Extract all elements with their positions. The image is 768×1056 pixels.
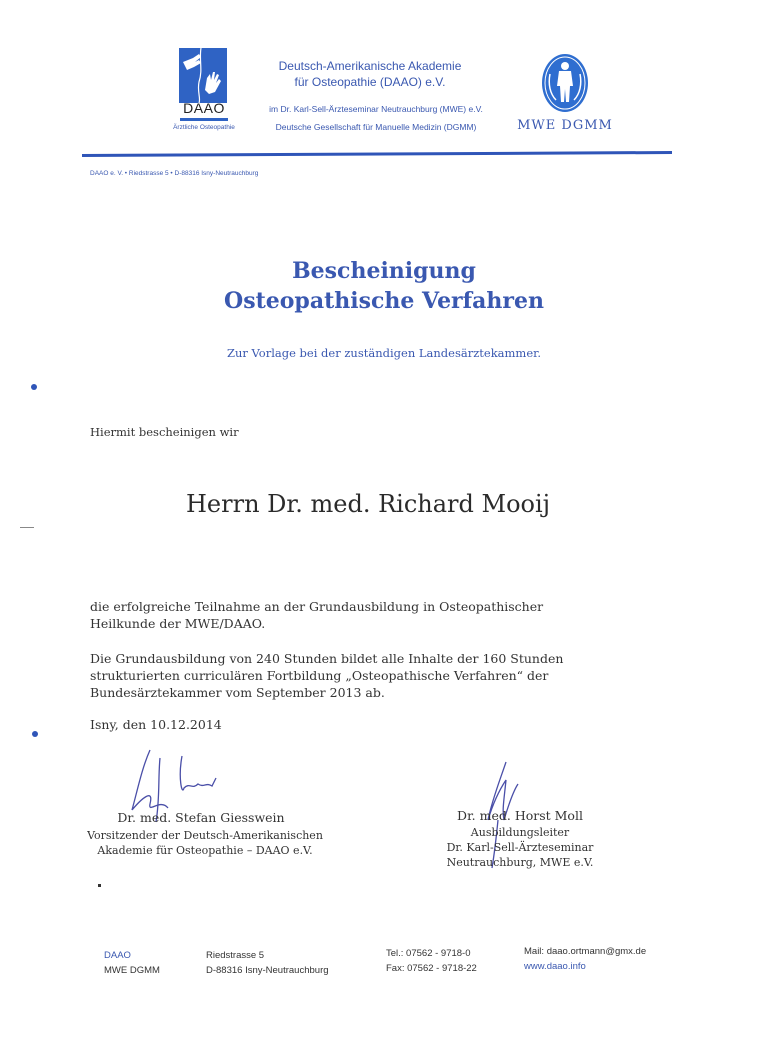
daao-logo-acronym: DAAO (183, 100, 225, 116)
document-title: Bescheinigung (292, 258, 476, 284)
footer-org-daao: DAAO (104, 950, 131, 961)
signatory-2-role (430, 825, 610, 870)
footer-contact (524, 944, 646, 974)
daao-logo (173, 46, 235, 136)
footer-street: Riedstrasse 5 (206, 950, 265, 961)
daao-logo-subtitle: Ärztliche Osteopathie (173, 124, 235, 131)
paragraph-1-line1: die erfolgreiche Teilnahme an der Grundausbildung in Osteopathischer (90, 599, 544, 614)
org-title (250, 58, 490, 90)
header-divider (82, 150, 672, 158)
recipient-name: Herrn Dr. med. Richard Mooij (186, 490, 551, 518)
footer-fax: Fax: 07562 - 9718-22 (386, 963, 477, 974)
footer-email[interactable]: Mail: daao.ortmann@gmx.de (524, 946, 647, 957)
fold-mark (20, 527, 34, 528)
footer-city: D-88316 Isny-Neutrauchburg (206, 965, 329, 976)
document-subtitle: Zur Vorlage bei der zuständigen Landesärztekammer. (226, 346, 542, 360)
mwe-dgmm-label: MWE DGMM (517, 118, 613, 133)
paragraph-2 (90, 650, 563, 701)
org-line-dgmm: Deutsche Gesellschaft für Manuelle Medizin (DGMM) (275, 122, 477, 132)
signatory-1-role (80, 828, 330, 858)
signatory-2-name: Dr. med. Horst Moll (457, 808, 583, 823)
footer-address (206, 948, 329, 978)
signatory-2-role-line3: Neutrauchburg, MWE e.V. (446, 856, 594, 869)
mwe-logo-icon (540, 52, 590, 114)
signatory-1-name: Dr. med. Stefan Giesswein (117, 810, 285, 825)
logo-underline (180, 118, 228, 121)
paragraph-1 (90, 598, 543, 632)
punch-hole-mark (32, 731, 38, 737)
paragraph-2-line2: strukturierten curriculären Fortbildung „Osteopathische Verfahren“ der (90, 668, 549, 683)
footer-tel: Tel.: 07562 - 9718-0 (386, 948, 471, 959)
signatory-1-role-line2: Akademie für Osteopathie – DAAO e.V. (97, 844, 313, 857)
paragraph-2-line1: Die Grundausbildung von 240 Stunden bildet alle Inhalte der 160 Stunden (90, 651, 564, 666)
footer-phone (386, 946, 477, 976)
footer-org (104, 948, 160, 978)
org-title-line1: Deutsch-Amerikanische Akademie (278, 59, 462, 73)
footer-website-link[interactable]: www.daao.info (524, 961, 586, 972)
punch-hole-mark (31, 384, 37, 390)
intro-text: Hiermit bescheinigen wir (90, 425, 239, 439)
document-title-line2: Osteopathische Verfahren (224, 288, 544, 314)
signatory-1-role-line1: Vorsitzender der Deutsch-Amerikanischen (87, 829, 323, 842)
speck-mark (98, 884, 101, 887)
org-title-line2: für Osteopathie (DAAO) e.V. (294, 75, 446, 89)
sender-line: DAAO e. V. • Riedstrasse 5 • D-88316 Isny-Neutrauchburg (90, 170, 259, 177)
org-line-mwe: im Dr. Karl-Sell-Ärzteseminar Neutrauchburg (MWE) e.V. (269, 104, 483, 114)
paragraph-2-line3: Bundesärztekammer vom September 2013 ab. (90, 685, 385, 700)
hands-logo-icon (179, 48, 227, 103)
signatory-2-role-line2: Dr. Karl-Sell-Ärzteseminar (446, 841, 594, 854)
footer-org-mwe: MWE DGMM (104, 965, 160, 976)
signatory-2-role-line1: Ausbildungsleiter (470, 826, 570, 839)
paragraph-1-line2: Heilkunde der MWE/DAAO. (90, 616, 266, 631)
place-date: Isny, den 10.12.2014 (90, 717, 222, 732)
